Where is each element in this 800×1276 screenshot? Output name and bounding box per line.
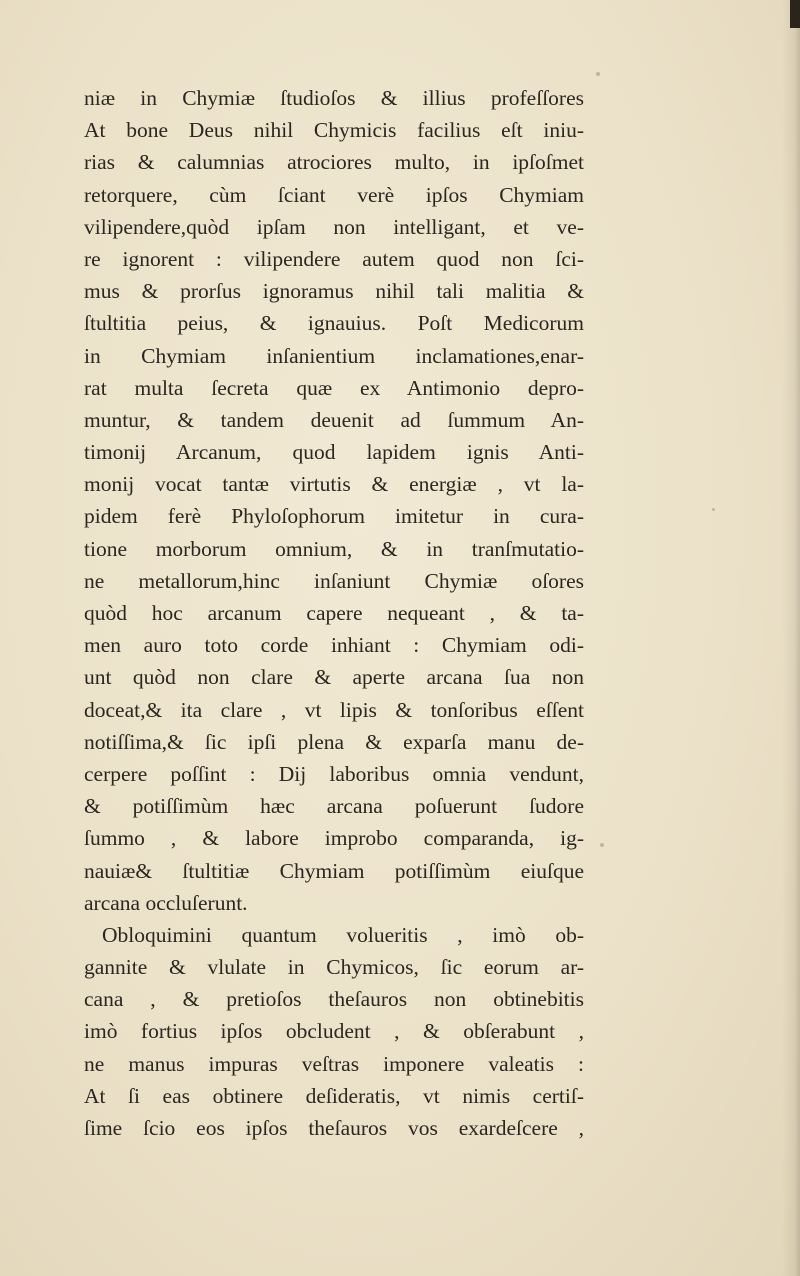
text-line: quòd hoc arcanum capere nequeant , & ta- (84, 601, 584, 625)
text-line: ſtultitia peius, & ignauius. Poſt Medicorum (84, 311, 584, 336)
text-line: vilipendere,quòd ipſam non intelligant, et ve- (84, 214, 584, 239)
text-line: tione morborum omnium, & in tranſmutatio- (84, 536, 584, 561)
text-line: monij vocat tantæ virtutis & energiæ , vt la- (84, 472, 584, 497)
text-line: gannite & vlulate in Chymicos, ſic eorum ar- (84, 955, 584, 980)
text-line: retorquere, cùm ſciant verè ipſos Chymiam (84, 182, 584, 207)
body-text (84, 82, 584, 1144)
text-line: ne metallorum,hinc inſaniunt Chymiæ oſores (84, 568, 584, 593)
text-line: cana , & pretioſos theſauros non obtinebitis (84, 987, 584, 1012)
text-line: timonij Arcanum, quod lapidem ignis Anti- (84, 440, 584, 465)
text-line: in Chymiam inſanientium inclamationes,enar- (84, 343, 584, 368)
text-line: re ignorent : vilipendere autem quod non ſci- (84, 246, 584, 271)
text-line: arcana occluſerunt. (84, 890, 248, 915)
text-line: At ſi eas obtinere deſideratis, vt nimis certiſ- (84, 1083, 584, 1108)
text-line: rias & calumnias atrociores multo, in ipſoſmet (84, 150, 584, 175)
text-line: niæ in Chymiæ ſtudioſos & illius profeſſores (84, 86, 584, 110)
text-line: doceat,& ita clare , vt lipis & tonſoribus eſſent (84, 697, 584, 722)
text-line: muntur, & tandem deuenit ad ſummum An- (84, 407, 584, 432)
text-line: notiſſima,& ſic ipſi plena & exparſa manu de- (84, 729, 584, 754)
ink-speck (596, 72, 600, 76)
ink-speck (712, 508, 715, 511)
text-line: mus & prorſus ignoramus nihil tali malitia & (84, 279, 584, 304)
text-line: ſime ſcio eos ipſos theſauros vos exardeſcere , (84, 1116, 584, 1140)
ink-speck (600, 843, 604, 847)
text-line: men auro toto corde inhiant : Chymiam odi- (84, 633, 584, 658)
text-line: & potiſſimùm hæc arcana poſuerunt ſudore (84, 794, 584, 819)
text-line: At bone Deus nihil Chymicis facilius eſt iniu- (84, 118, 584, 143)
page-edge-shadow (782, 0, 800, 1276)
text-line: ſummo , & labore improbo comparanda, ig- (84, 826, 584, 851)
text-line: cerpere poſſint : Dij laboribus omnia vendunt, (84, 761, 584, 786)
text-line: unt quòd non clare & aperte arcana ſua non (84, 665, 584, 690)
text-line: nauiæ& ſtultitiæ Chymiam potiſſimùm eiuſque (84, 858, 584, 883)
page-corner-mark (790, 0, 800, 28)
text-line: Obloquimini quantum volueritis , imò ob- (102, 922, 584, 947)
text-line: rat multa ſecreta quæ ex Antimonio depro- (84, 375, 584, 400)
text-line: pidem ferè Phyloſophorum imitetur in cura- (84, 504, 584, 529)
text-line: imò fortius ipſos obcludent , & obſerabunt , (84, 1019, 584, 1044)
text-line: ne manus impuras veſtras imponere valeatis : (84, 1051, 584, 1076)
